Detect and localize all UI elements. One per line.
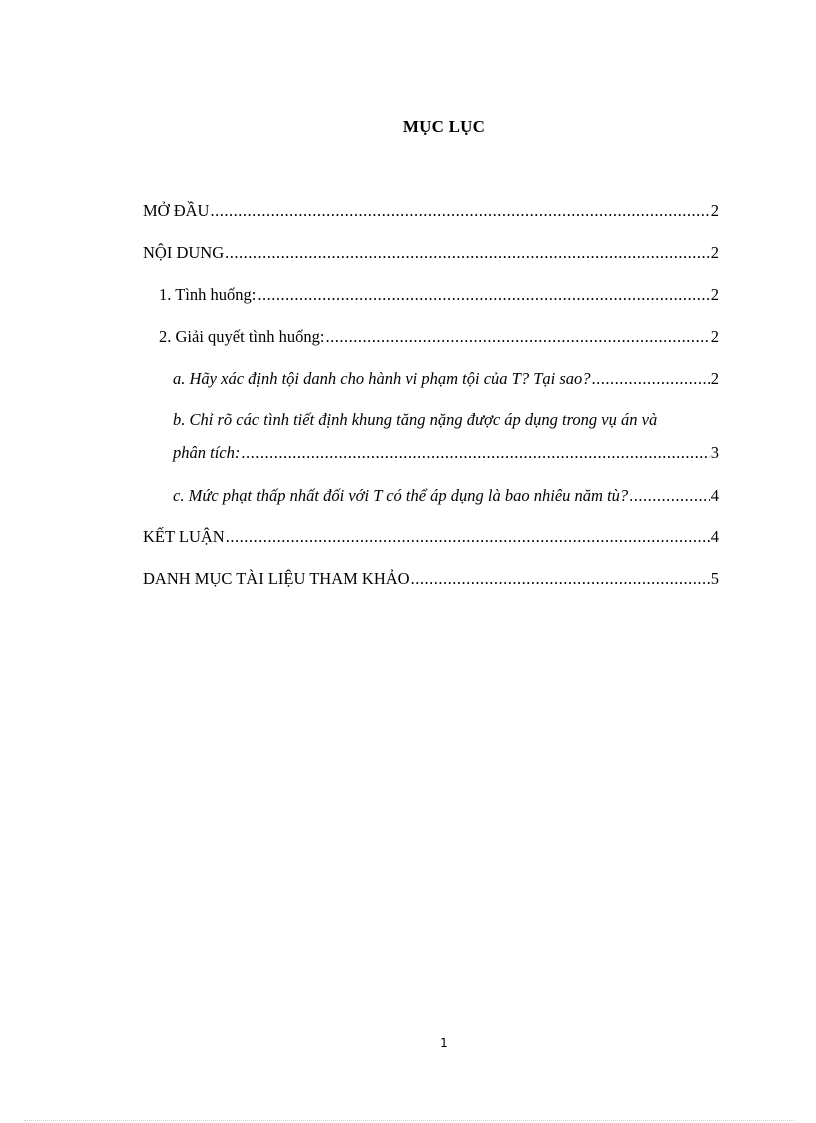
toc-title: MỤC LỤC: [402, 117, 486, 136]
toc-entry-page: 2: [710, 369, 719, 388]
toc-leader: [411, 569, 710, 589]
toc-entry-label: 2. Giải quyết tình huống:: [159, 327, 325, 346]
toc-entry-tai-lieu[interactable]: [143, 569, 719, 589]
toc-entry-ket-luan[interactable]: [143, 527, 719, 547]
toc-entry-label: MỞ ĐẦU: [143, 201, 210, 220]
toc-entry-giai-quyet[interactable]: [159, 327, 719, 347]
toc-entry-c[interactable]: [173, 486, 719, 506]
toc-entry-label: c. Mức phạt thấp nhất đối với T có thể áp dụng là bao nhiêu năm tù?: [173, 486, 629, 505]
toc-entry-label: a. Hãy xác định tội danh cho hành vi phạm tội của T? Tại sao?: [173, 369, 591, 388]
toc-entry-label: NỘI DUNG: [143, 243, 225, 262]
toc-entry-label: DANH MỤC TÀI LIỆU THAM KHẢO: [143, 569, 410, 588]
toc-leader: [241, 443, 709, 463]
toc-leader: [257, 285, 709, 305]
toc-entry-mo-dau[interactable]: [143, 201, 719, 221]
toc-leader: [629, 486, 710, 506]
toc-leader: [210, 201, 709, 221]
toc-entry-b[interactable]: [173, 443, 719, 463]
page-bottom-divider: [24, 1120, 794, 1121]
toc-entry-label: phân tích:: [173, 443, 241, 462]
toc-entry-page: 4: [710, 527, 719, 546]
toc-entry-noi-dung[interactable]: [143, 243, 719, 263]
toc-entry-label: KẾT LUẬN: [143, 527, 225, 546]
toc-entry-page: 5: [710, 569, 719, 588]
toc-entry-b-line1[interactable]: b. Chỉ rõ các tình tiết định khung tăng nặng được áp dụng trong vụ án và: [173, 410, 658, 429]
toc-entry-label: 1. Tình huống:: [159, 285, 257, 304]
toc-leader: [226, 527, 710, 547]
toc-leader: [592, 369, 710, 389]
toc-entry-page: 2: [710, 327, 719, 346]
toc-entry-page: 2: [710, 285, 719, 304]
page-number: 1: [440, 1036, 448, 1050]
toc-entry-page: 2: [710, 201, 719, 220]
toc-entry-page: 2: [710, 243, 719, 262]
toc-leader: [225, 243, 710, 263]
toc-entry-page: 4: [710, 486, 719, 505]
toc-entry-tinh-huong[interactable]: [159, 285, 719, 305]
toc-leader: [325, 327, 709, 347]
toc-entry-a[interactable]: [173, 369, 719, 389]
toc-entry-page: 3: [710, 443, 719, 462]
